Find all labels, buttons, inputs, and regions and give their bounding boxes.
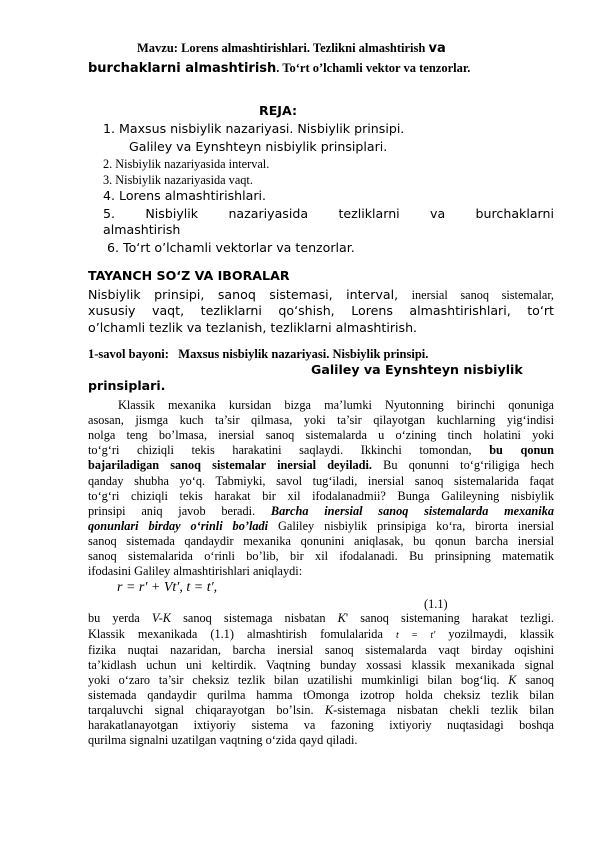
keywords-heading: TAYANCH SO‘Z VA IBORALAR <box>88 268 290 283</box>
reja-item-5-word: 5. <box>103 206 116 221</box>
reja-item-5-word: burchaklarni <box>475 206 554 221</box>
para1-line: sanoq sistemada qandaydir mexanika qonunini aniqlasak, bu qonun barcha inersial <box>88 534 554 548</box>
reja-item-2: 2. Nisbiylik nazariyasida interval. <box>103 157 270 171</box>
para1-bold: bajariladigan sanoq sistemalar inersial deyiladi. <box>88 458 372 472</box>
document-title-line2 <box>88 61 470 76</box>
para2-text: tarqaluvchi signal chiqarayotgan bo’lsin. <box>88 703 325 717</box>
para1-line: asosan, jismga kuch ta’sir qilmasa, yoki ta’sir qilayotgan kuchlarning yig‘indisi <box>88 413 554 427</box>
para2-text: Klassik mexanikada (1.1) almashtirish fomulalarida <box>88 627 396 641</box>
reja-item-6: 6. To‘rt o’lchamli vektorlar va tenzorlar. <box>107 240 355 255</box>
para2-line: ta’kidlash uchun uni keltirdik. Vaqtning bunday xossasi klassik mexanikada signal <box>88 658 554 672</box>
para2-line: harakatlanayotgan ixtiyoriy sistema va fazoning ixtiyoriy nuqtasidagi boshqa <box>88 718 554 732</box>
para2-text: sanoq sistemaga nisbatan <box>171 611 338 625</box>
para1-line: Klassik mexanika kursidan bizga ma’lumki Nyutonning birinchi qonuniga <box>118 398 554 412</box>
para2-inline-formula: t = t′ <box>395 630 436 641</box>
reja-item-1: 1. Maxsus nisbiylik nazariyasi. Nisbiylik prinsipi. <box>103 121 405 136</box>
para1-line: ifodasini Galiley almashtirishlari aniqlaydi: <box>88 564 303 578</box>
para1-bold-italic: qonunlari birday o‘rinli bo’ladi <box>88 519 269 533</box>
title-part1: Mavzu: Lorens almashtirishlari. Tezlikni almashtirish <box>137 41 426 55</box>
para2-line: sistemada qandaydir qurilma hamma tOmonga izotrop holda cheksiz tezlik bilan <box>88 688 554 702</box>
keywords-line-2: xususiy vaqt, tezliklarni qo‘shish, Lorens almashtirishlari, to‘rt <box>88 303 554 318</box>
para1-line: qanday shubha yo‘q. Tabmiyki, savol tug‘iladi, inersial sanoq sistemalarida faqat <box>88 474 554 488</box>
keywords-line-1a: Nisbiylik prinsipi, sanoq sistemasi, interval, <box>88 287 412 302</box>
section-1-subheading: Galiley va Eynshteyn nisbiylik <box>311 362 523 377</box>
para2-line <box>88 611 554 626</box>
reja-item-4: 4. Lorens almashtirishlari. <box>103 188 267 203</box>
reja-item-5-word: tezliklarni <box>338 206 400 221</box>
reja-item-1-sub: Galiley va Eynshteyn nisbiylik prinsiplari. <box>129 139 388 154</box>
para2-italic: K <box>337 611 346 625</box>
title-part2: burchaklarni almashtirish <box>88 61 277 76</box>
reja-item-3: 3. Nisbiylik nazariyasida vaqt. <box>103 173 253 187</box>
para2-line: qurilma signalni uzatilgan vaqtning o‘zida qayd qiladi. <box>88 733 358 747</box>
para1-line: to‘g‘ri chiziqli tekis harakat bir xil ifodalanadmii? Bunga Galileyning nisbiylik <box>88 489 554 503</box>
para1-line <box>88 519 554 534</box>
para2-text: yozilmaydi, klassik <box>435 627 554 641</box>
para2-text: sanoq <box>516 673 554 687</box>
reja-item-5 <box>103 206 554 221</box>
para2-italic: V-K <box>151 611 171 625</box>
keywords-line-1b: inersial sanoq sistemalar, <box>411 288 555 302</box>
para1-text: prinsipi aniq javob beradi. <box>88 504 271 518</box>
para2-text: -sistemaga nisbatan chekli tezlik bilan <box>333 703 554 717</box>
keywords-line-1 <box>88 286 554 304</box>
section-1-subheading-cont: prinsiplari. <box>88 378 166 393</box>
title-part2-tail: . To‘rt o’lchamli vektor va tenzorlar. <box>276 61 471 75</box>
para1-text: Galiley nisbiylik prinsipiga ko‘ra, birorta inersial <box>268 519 554 533</box>
para1-text: Bu qonunni to‘g‘riligiga hech <box>371 458 555 472</box>
para1-text: to‘g‘ri chiziqli tekis harakatini saqlaydi. Ikkinchi tomondan, <box>88 443 490 457</box>
section-1-heading <box>88 347 428 362</box>
reja-item-5-cont: almashtirish <box>103 222 181 237</box>
para1-bold: bu qonun <box>489 443 554 457</box>
para2-line <box>88 673 554 688</box>
para2-line: fizika nuqtai nazaridan, barcha inersial sanoq sistemalarda vaqt birday oqishini <box>88 643 554 657</box>
para2-italic: K <box>324 703 334 717</box>
para2-text: ' sanoq sistemaning harakat tezligi. <box>345 611 554 625</box>
para2-line <box>88 627 554 642</box>
reja-item-5-word: nazariyasida <box>228 206 309 221</box>
para1-bold-italic: Barcha inersial sanoq sistemalarda mexanika <box>270 504 554 518</box>
section-1-label: 1-savol bayoni: <box>88 347 169 361</box>
galilean-formula: r = r′ + Vt′, t = t′, <box>117 580 218 595</box>
reja-item-5-word: va <box>430 206 446 221</box>
document-title-line1 <box>137 41 446 56</box>
para2-line <box>88 703 554 718</box>
para1-line <box>88 443 554 458</box>
para2-italic: K <box>508 673 517 687</box>
para2-text: bu yerda <box>88 611 152 625</box>
formula-number: (1.1) <box>424 597 448 611</box>
reja-heading: REJA: <box>259 103 298 118</box>
para2-text: yoki o‘zaro ta’sir cheksiz tezlik bilan uzatilishi mumkinligi bilan bog‘liq. <box>88 673 509 687</box>
section-1-topic: Maxsus nisbiylik nazariyasi. Nisbiylik prinsipi. <box>178 347 429 361</box>
reja-item-5-word: Nisbiylik <box>145 206 199 221</box>
para1-line <box>88 504 554 519</box>
title-va: va <box>428 41 446 56</box>
para1-line: nolga teng bo’lmasa, inersial sanoq sistemalarda u o‘zining tinch holatini yoki <box>88 428 554 442</box>
para1-line: sanoq sistemalarida o‘rinli bo’lib, bir xil ifodalanadi. Bu prinsipning matematik <box>88 549 554 563</box>
para1-line <box>88 458 554 473</box>
keywords-line-3: o’lchamli tezlik va tezlanish, tezliklarni almashtirish. <box>88 320 418 335</box>
